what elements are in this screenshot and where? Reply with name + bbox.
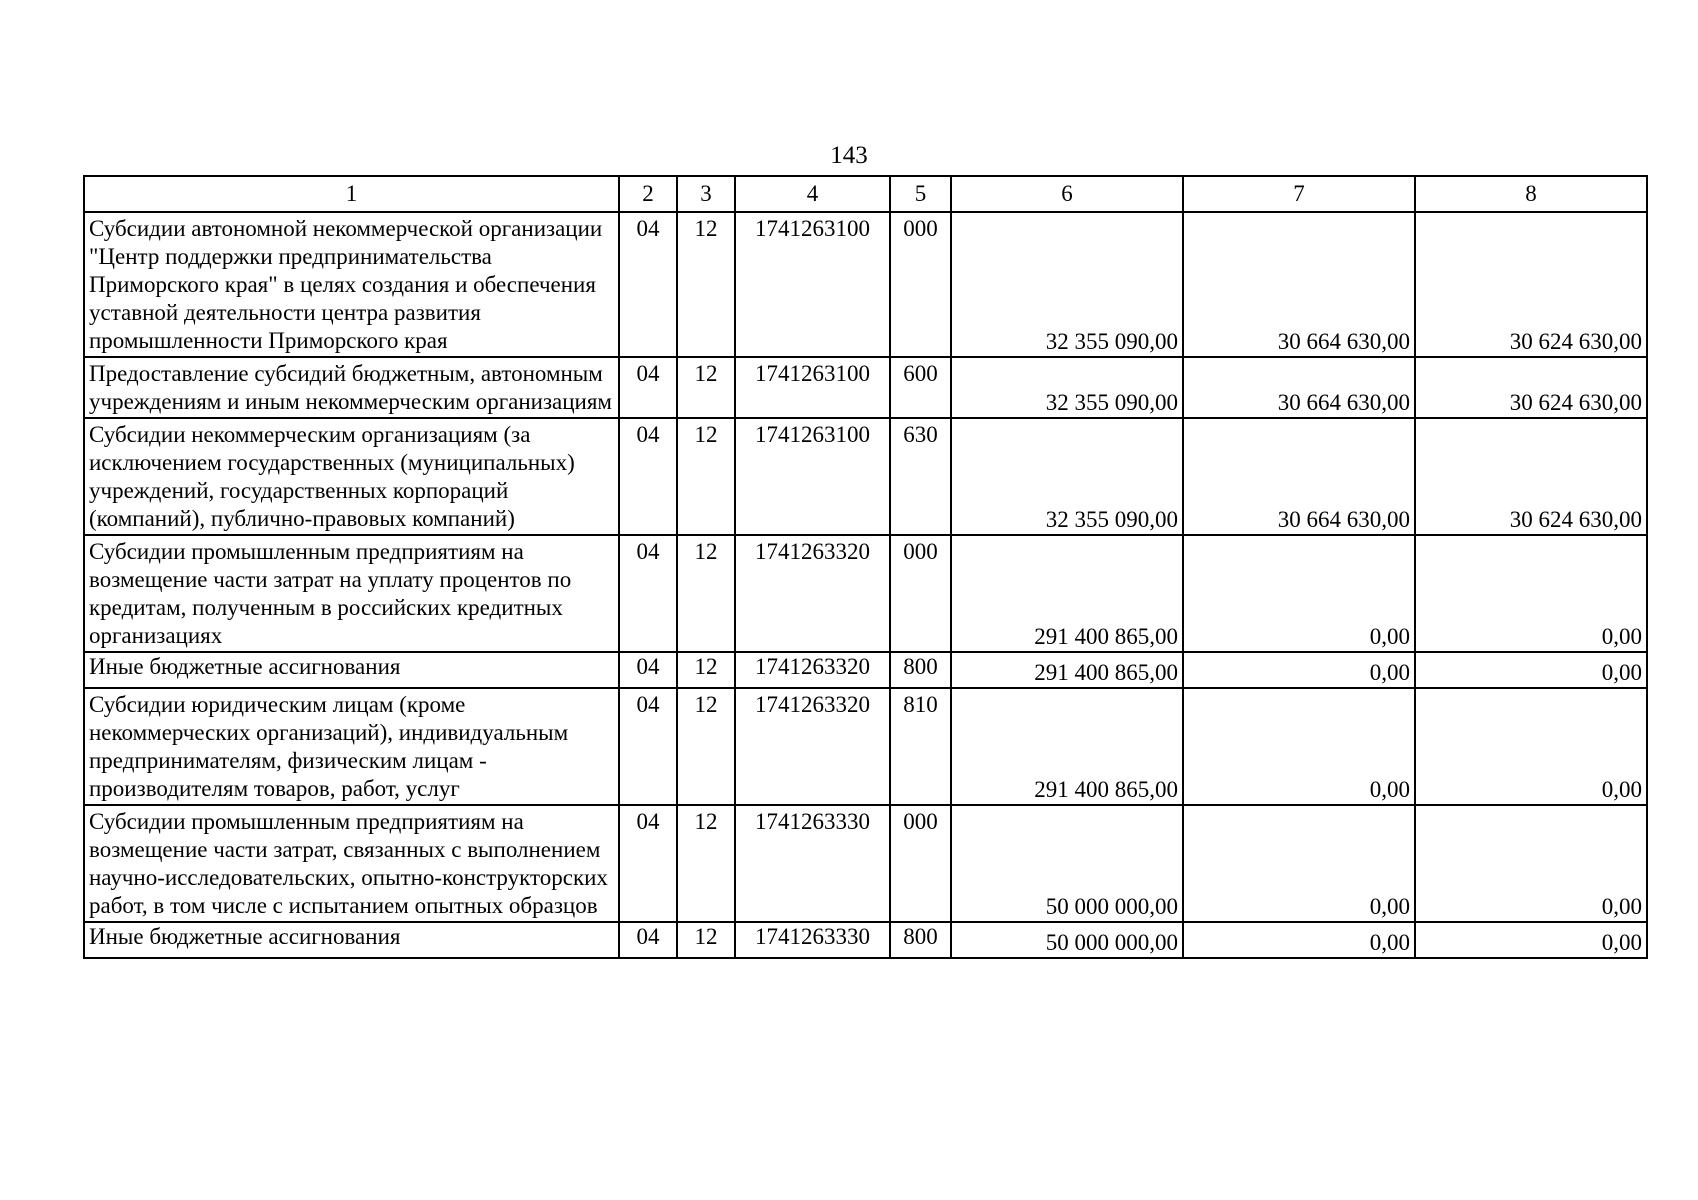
column-header-8: 8 [1415,176,1647,212]
expense-type-cell: 600 [890,357,951,418]
table-row [84,357,1647,418]
expense-type-cell: 800 [890,922,951,958]
target-article-cell: 1741263330 [735,805,890,922]
subsection-code-cell: 12 [677,357,735,418]
page-number: 143 [830,142,868,169]
target-article-cell: 1741263100 [735,212,890,357]
table-row [84,418,1647,535]
amount-col7-cell: 0,00 [1183,805,1415,922]
target-article-cell: 1741263100 [735,357,890,418]
expense-type-cell: 800 [890,652,951,688]
amount-col7-cell: 0,00 [1183,535,1415,652]
table-row [84,922,1647,958]
amount-col6-cell: 291 400 865,00 [951,652,1183,688]
section-code-cell: 04 [619,805,677,922]
table-row [84,652,1647,688]
row-name-cell: Субсидии юридическим лицам (кроме некоммерческих организаций), индивидуальным предпринимателям, физическим лицам - производителям товаров, работ, услуг [84,688,619,805]
amount-col6-cell: 291 400 865,00 [951,535,1183,652]
table-row [84,688,1647,805]
amount-col6-cell: 291 400 865,00 [951,688,1183,805]
subsection-code-cell: 12 [677,418,735,535]
amount-col6-cell: 50 000 000,00 [951,922,1183,958]
table-row [84,805,1647,922]
row-name-cell: Субсидии промышленным предприятиям на возмещение части затрат на уплату процентов по кредитам, полученным в российских кредитных организациях [84,535,619,652]
amount-col7-cell: 30 664 630,00 [1183,418,1415,535]
expense-type-cell: 000 [890,805,951,922]
expense-type-cell: 000 [890,535,951,652]
target-article-cell: 1741263320 [735,688,890,805]
section-code-cell: 04 [619,652,677,688]
amount-col6-cell: 32 355 090,00 [951,357,1183,418]
table-row [84,212,1647,357]
column-header-5: 5 [890,176,951,212]
section-code-cell: 04 [619,688,677,805]
target-article-cell: 1741263330 [735,922,890,958]
amount-col6-cell: 32 355 090,00 [951,212,1183,357]
amount-col8-cell: 0,00 [1415,652,1647,688]
amount-col8-cell: 0,00 [1415,922,1647,958]
amount-col6-cell: 32 355 090,00 [951,418,1183,535]
column-header-3: 3 [677,176,735,212]
section-code-cell: 04 [619,357,677,418]
expense-type-cell: 810 [890,688,951,805]
amount-col7-cell: 30 664 630,00 [1183,357,1415,418]
amount-col7-cell: 0,00 [1183,922,1415,958]
expense-type-cell: 000 [890,212,951,357]
section-code-cell: 04 [619,535,677,652]
table-row [84,535,1647,652]
amount-col8-cell: 30 624 630,00 [1415,418,1647,535]
row-name-cell: Субсидии автономной некоммерческой организации "Центр поддержки предпринимательства Приморского края" в целях создания и обеспечения уставной деятельности центра развития промышленности Приморского края [84,212,619,357]
amount-col7-cell: 0,00 [1183,652,1415,688]
subsection-code-cell: 12 [677,212,735,357]
budget-table [83,175,1648,959]
section-code-cell: 04 [619,212,677,357]
column-header-6: 6 [951,176,1183,212]
amount-col8-cell: 0,00 [1415,688,1647,805]
amount-col8-cell: 0,00 [1415,805,1647,922]
target-article-cell: 1741263320 [735,535,890,652]
amount-col8-cell: 30 624 630,00 [1415,212,1647,357]
amount-col8-cell: 30 624 630,00 [1415,357,1647,418]
column-header-7: 7 [1183,176,1415,212]
column-header-4: 4 [735,176,890,212]
target-article-cell: 1741263100 [735,418,890,535]
subsection-code-cell: 12 [677,688,735,805]
row-name-cell: Иные бюджетные ассигнования [84,652,619,688]
row-name-cell: Предоставление субсидий бюджетным, автономным учреждениям и иным некоммерческим организациям [84,357,619,418]
subsection-code-cell: 12 [677,922,735,958]
amount-col7-cell: 0,00 [1183,688,1415,805]
subsection-code-cell: 12 [677,535,735,652]
target-article-cell: 1741263320 [735,652,890,688]
column-header-2: 2 [619,176,677,212]
row-name-cell: Иные бюджетные ассигнования [84,922,619,958]
expense-type-cell: 630 [890,418,951,535]
section-code-cell: 04 [619,922,677,958]
subsection-code-cell: 12 [677,652,735,688]
row-name-cell: Субсидии промышленным предприятиям на возмещение части затрат, связанных с выполнением научно-исследовательских, опытно-конструкторских работ, в том числе с испытанием опытных образцов [84,805,619,922]
amount-col6-cell: 50 000 000,00 [951,805,1183,922]
section-code-cell: 04 [619,418,677,535]
row-name-cell: Субсидии некоммерческим организациям (за исключением государственных (муниципальных) учреждений, государственных корпораций (компаний), публично-правовых компаний) [84,418,619,535]
amount-col8-cell: 0,00 [1415,535,1647,652]
table-header-row [84,176,1647,212]
column-header-1: 1 [84,176,619,212]
subsection-code-cell: 12 [677,805,735,922]
amount-col7-cell: 30 664 630,00 [1183,212,1415,357]
